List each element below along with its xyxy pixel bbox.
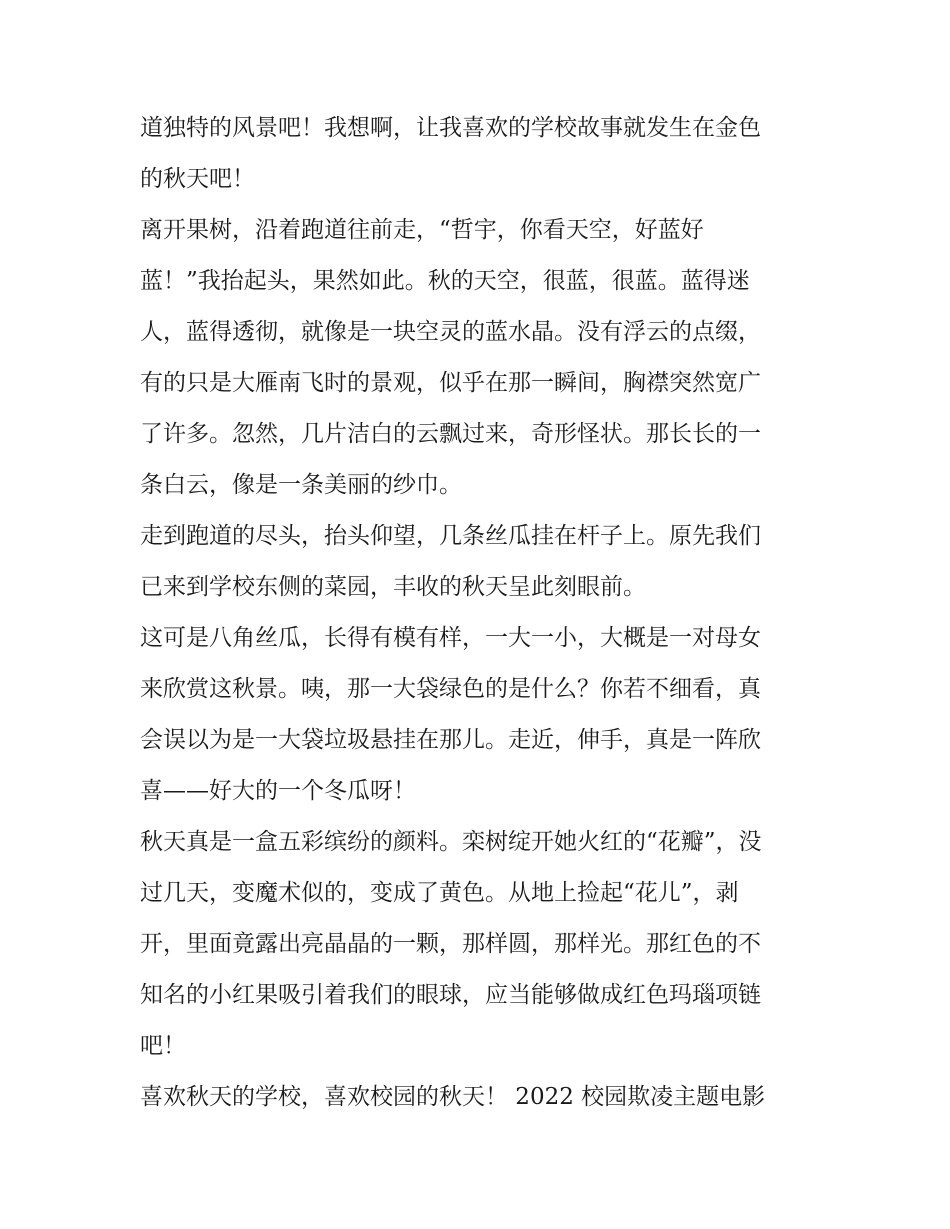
text-line: 人，蓝得透彻，就像是一块空灵的蓝水晶。没有浮云的点缀，: [140, 319, 761, 345]
text-line: 来欣赏这秋景。咦，那一大袋绿色的是什么？你若不细看，真: [140, 676, 761, 702]
text-line: 过几天，变魔术似的，变成了黄色。从地上捡起“花儿”，剥: [140, 880, 739, 906]
text-line: 吧！: [140, 1033, 186, 1059]
text-line: 会误以为是一大袋垃圾悬挂在那儿。走近，伸手，真是一阵欣: [140, 727, 761, 753]
text-line: 走到跑道的尽头，抬头仰望，几条丝瓜挂在杆子上。原先我们: [140, 523, 761, 549]
text-line: 喜欢秋天的学校，喜欢校园的秋天！ 2022 校园欺凌主题电影: [140, 1084, 766, 1110]
text-line: 的秋天吧！: [140, 166, 255, 192]
text-line: 知名的小红果吸引着我们的眼球，应当能够做成红色玛瑙项链: [140, 982, 761, 1008]
text-line: 离开果树，沿着跑道往前走，“哲宇，你看天空，好蓝好: [140, 217, 704, 243]
text-line: 条白云，像是一条美丽的纱巾。: [140, 472, 462, 498]
text-line: 开，里面竟露出亮晶晶的一颗，那样圆，那样光。那红色的不: [140, 931, 761, 957]
text-line: 秋天真是一盒五彩缤纷的颜料。栾树绽开她火红的“花瓣”，没: [140, 829, 762, 855]
text-line: 有的只是大雁南飞时的景观，似乎在那一瞬间，胸襟突然宽广: [140, 370, 761, 396]
text-line: 喜——好大的一个冬瓜呀！: [140, 778, 416, 804]
text-line: 道独特的风景吧！我想啊，让我喜欢的学校故事就发生在金色: [140, 115, 761, 141]
text-line: 已来到学校东侧的菜园，丰收的秋天呈此刻眼前。: [140, 574, 646, 600]
text-line: 了许多。忽然，几片洁白的云飘过来，奇形怪状。那长长的一: [140, 421, 761, 447]
document-body: [140, 103, 820, 1123]
text-line: 这可是八角丝瓜，长得有模有样，一大一小，大概是一对母女: [140, 625, 761, 651]
text-line: 蓝！”我抬起头，果然如此。秋的天空，很蓝，很蓝。蓝得迷: [140, 268, 750, 294]
